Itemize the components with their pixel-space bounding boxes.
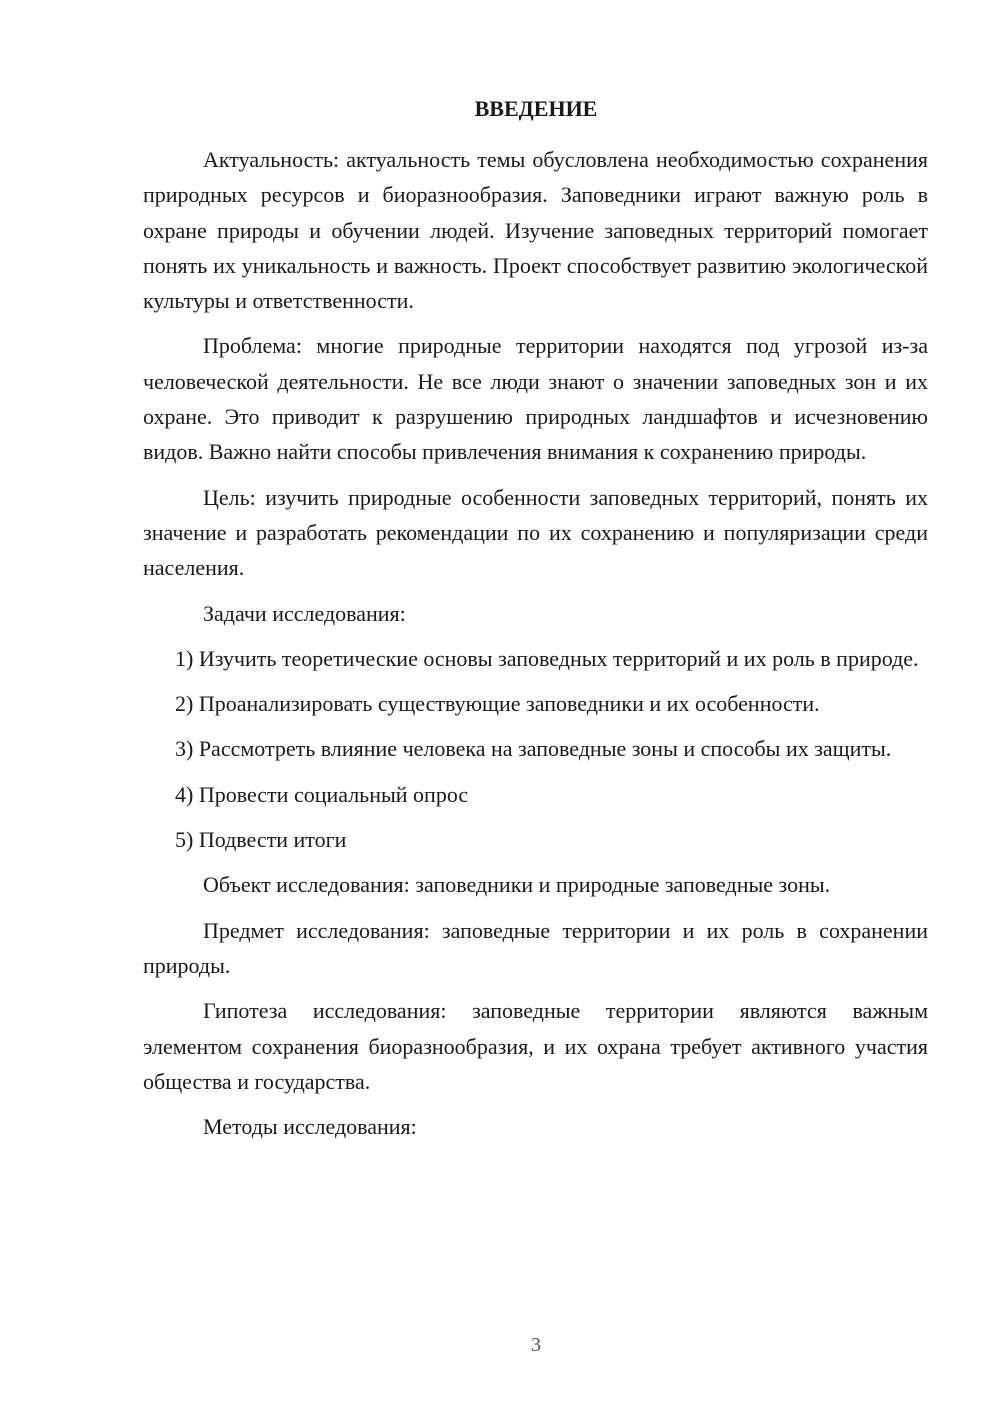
paragraph-hypothesis: Гипотеза исследования: заповедные территории являются важным элементом сохранения биоразнообразия, и их охрана требует активного участия общества и государства. [143, 998, 928, 1094]
task-item-1: 1) Изучить теоретические основы заповедных территорий и их роль в природе. [175, 645, 919, 671]
paragraph-object: Объект исследования: заповедники и природные заповедные зоны. [203, 872, 831, 898]
document-body [143, 142, 928, 1144]
paragraph-relevance: Актуальность: актуальность темы обусловлена необходимостью сохранения природных ресурсов и биоразнообразия. Заповедники играют важную роль в охране природы и обучении людей. Изучение заповедных территорий помогает понять их уникальность и важность. Проект способствует развитию экологической культуры и ответственности. [143, 147, 928, 314]
methods-heading: Методы исследования: [203, 1114, 417, 1140]
task-item-5: 5) Подвести итоги [175, 827, 347, 853]
paragraph-goal: Цель: изучить природные особенности заповедных территорий, понять их значение и разработать рекомендации по их сохранению и популяризации среди населения. [143, 484, 928, 581]
task-item-3: 3) Рассмотреть влияние человека на заповедные зоны и способы их защиты. [175, 736, 892, 762]
paragraph-problem: Проблема: многие природные территории находятся под угрозой из-за человеческой деятельности. Не все люди знают о значении заповедных зон и их охране. Это приводит к разрушению природных ландшафтов и исчезновению видов. Важно найти способы привлечения внимания к сохранению природы. [143, 333, 928, 465]
page-number: 3 [531, 1334, 541, 1356]
task-item-4: 4) Провести социальный опрос [175, 781, 469, 807]
page-title: ВВЕДЕНИЕ [474, 96, 598, 121]
task-item-2: 2) Проанализировать существующие заповедники и их особенности. [175, 691, 820, 717]
paragraph-subject: Предмет исследования: заповедные территории и их роль в сохранении природы. [143, 917, 928, 978]
tasks-heading: Задачи исследования: [203, 600, 406, 626]
